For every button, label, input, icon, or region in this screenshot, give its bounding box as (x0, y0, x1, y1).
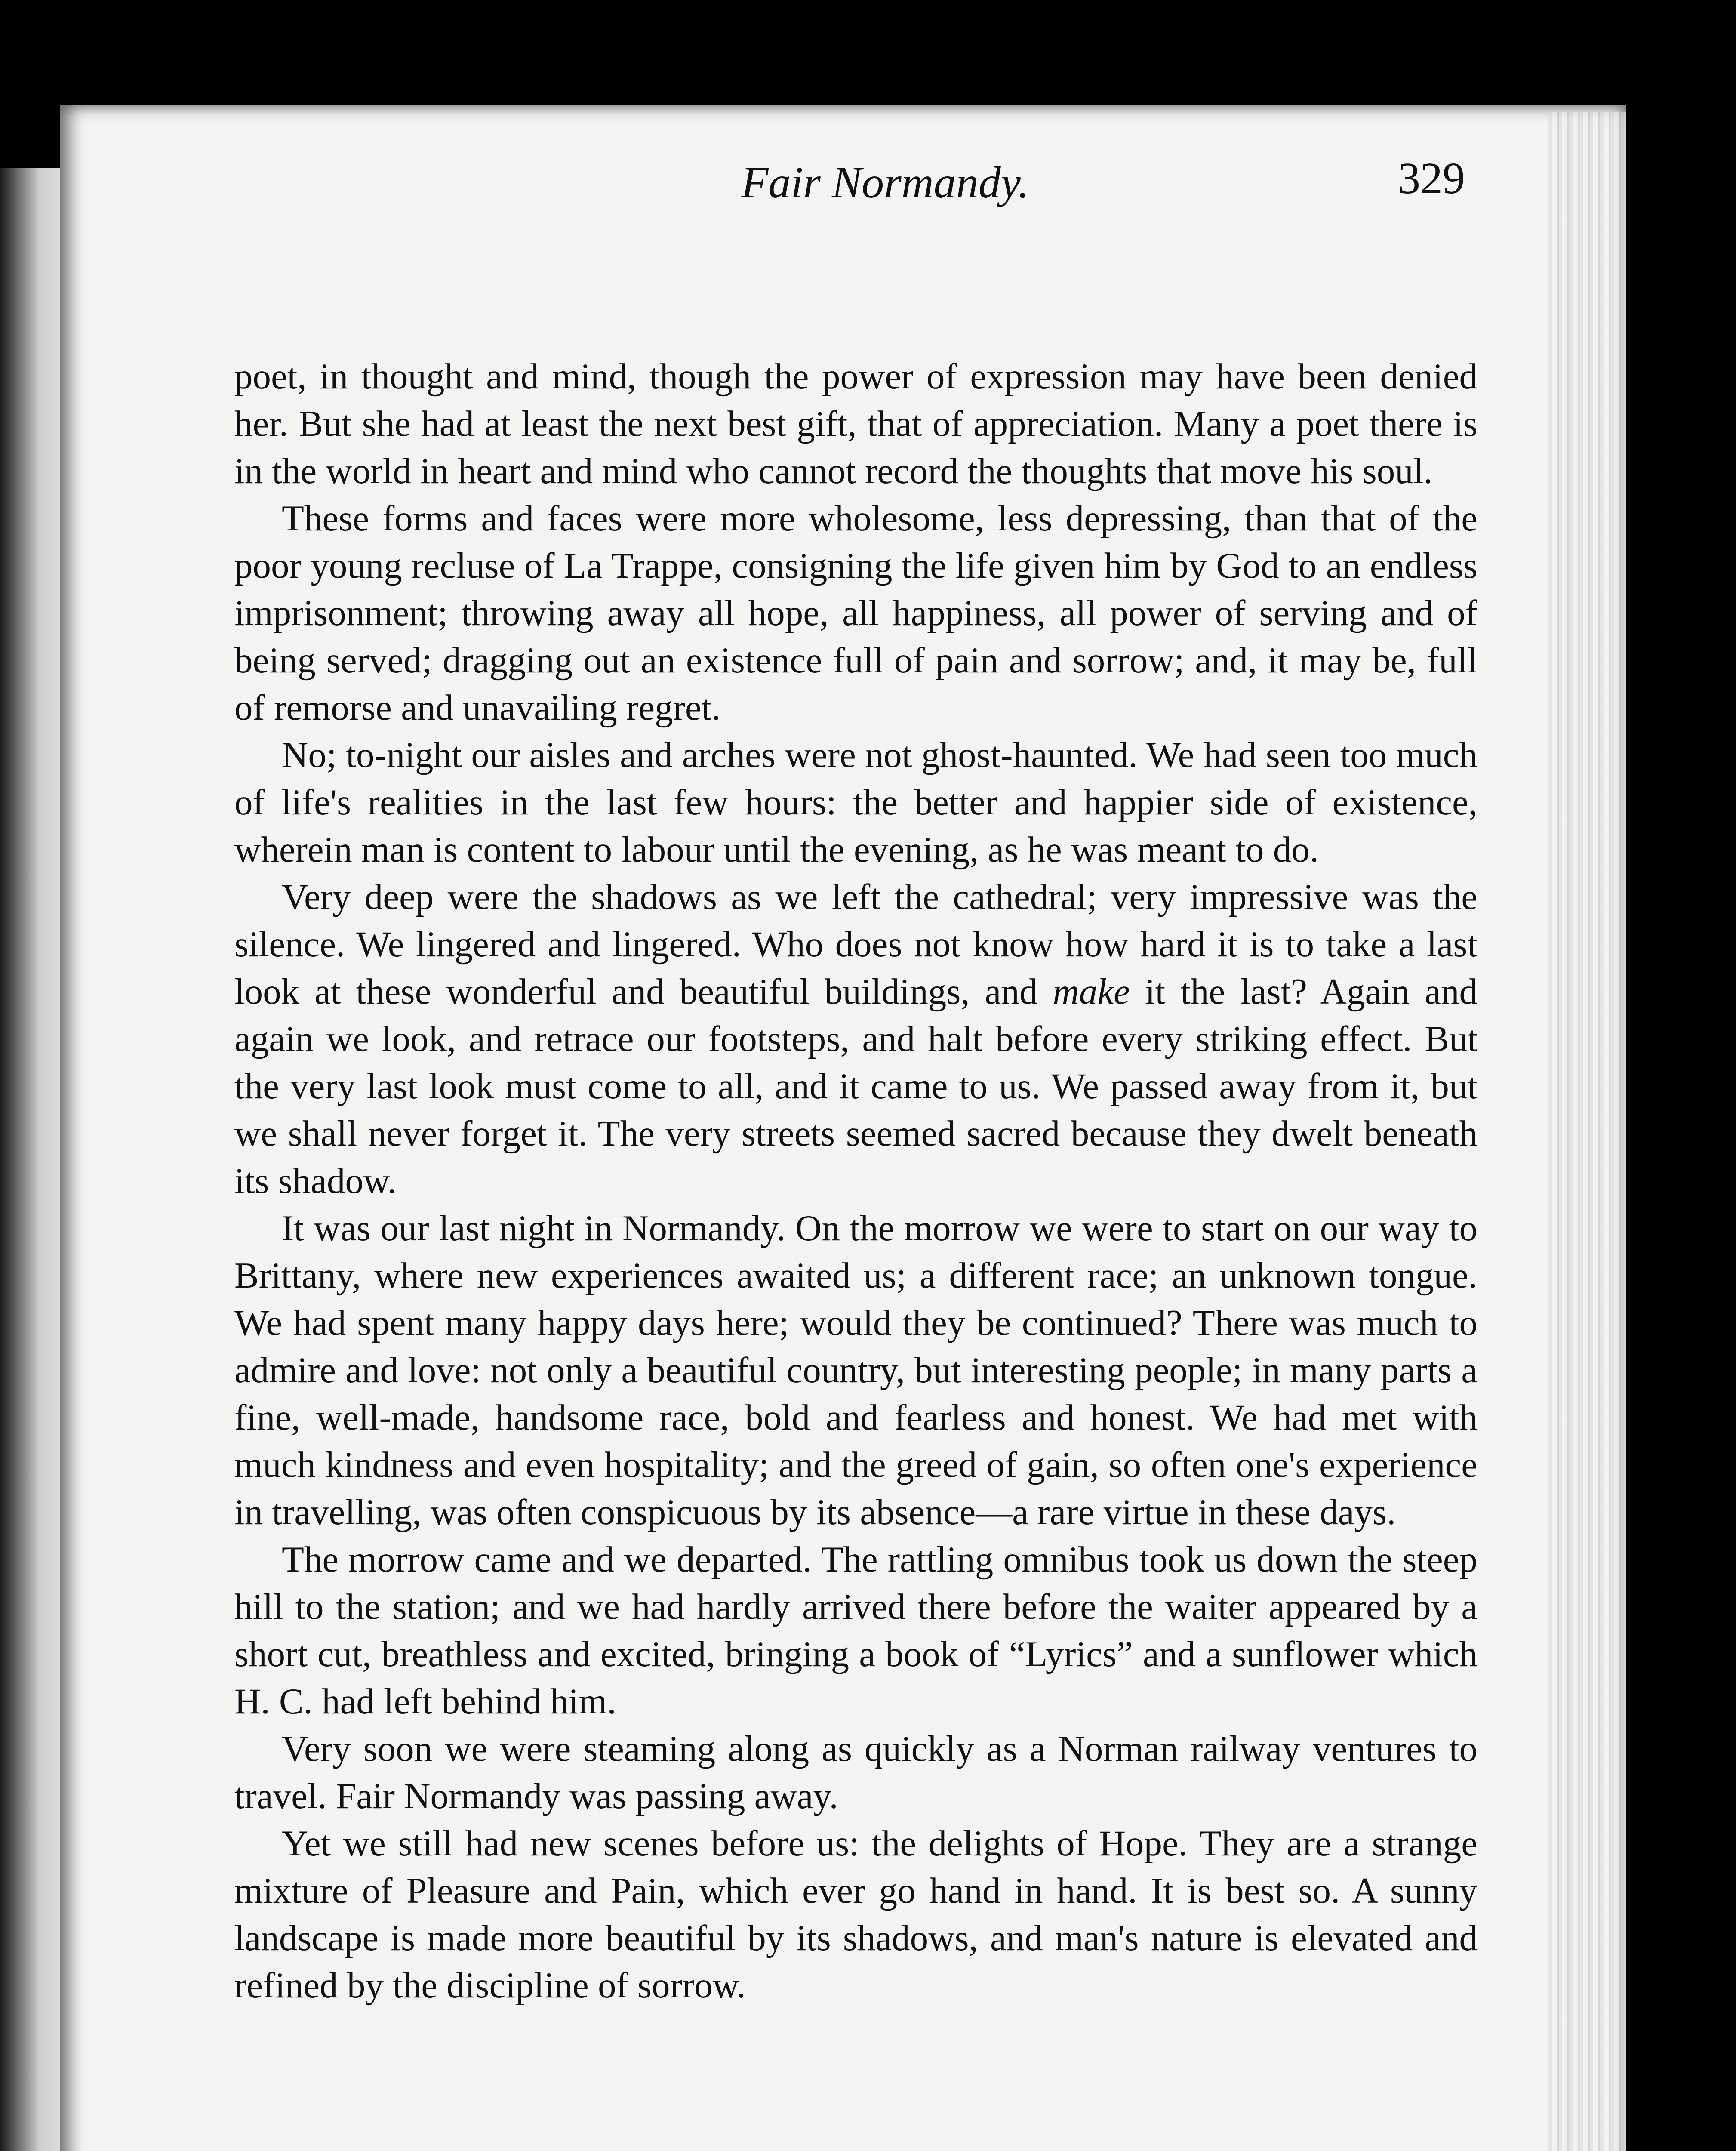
paragraph: No; to-night our aisles and arches were not ghost-haunted. We had seen too much of life's realities in the last few hours: the better and happier side of existence, wherein man is content to labour until the evening, as he was meant to do. (234, 735, 1477, 870)
paragraph-text: Very deep were the shadows as we left the cathedral; very impressive was the silence. We lingered and lingered. Who does not know how hard it is to take a last look at these wonderful and beautiful buildings, and (234, 877, 1477, 1012)
italic-emphasis: make (1053, 971, 1130, 1012)
paragraph: These forms and faces were more wholesome, less depressing, than that of the poor young recluse of La Trappe, consigning the life given him by God to an endless imprisonment; throwing away all hope, all happiness, all power of serving and of being served; dragging out an existence full of pain and sorrow; and, it may be, full of remorse and unavailing regret. (234, 498, 1477, 728)
paragraph: Yet we still had new scenes before us: the delights of Hope. They are a strange mixture of Pleasure and Pain, which ever go hand in hand. It is best so. A sunny landscape is made more beautiful by its shadows, and man's nature is elevated and refined by the discipline of sorrow. (234, 1823, 1477, 2006)
running-title: Fair Normandy. (741, 158, 1030, 207)
body-text (234, 353, 1477, 2009)
page-stack-edge (1548, 112, 1626, 2151)
paragraph (234, 873, 1477, 1205)
paragraph: The morrow came and we departed. The rattling omnibus took us down the steep hill to the station; and we had hardly arrived there before the waiter appeared by a short cut, breathless and excited, bringing a book of “Lyrics” and a sunflower which H. C. had left behind him. (234, 1539, 1477, 1722)
page-number: 329 (1398, 154, 1465, 203)
paragraph: Very soon we were steaming along as quickly as a Norman railway ventures to travel. Fair Normandy was passing away. (234, 1729, 1477, 1816)
paragraph: It was our last night in Normandy. On the morrow we were to start on our way to Brittany, where new experiences awaited us; a different race; an unknown tongue. We had spent many happy days here; would they be continued? There was much to admire and love: not only a beautiful country, but interesting people; in many parts a fine, well-made, handsome race, bold and fearless and honest. We had met with much kindness and even hospitality; and the greed of gain, so often one's experience in travelling, was often conspicuous by its absence—a rare virtue in these days. (234, 1208, 1477, 1532)
paragraph: poet, in thought and mind, though the power of expression may have been denied her. But she had at least the next best gift, that of appreciation. Many a poet there is in the world in heart and mind who cannot record the thoughts that move his soul. (234, 356, 1477, 491)
paragraph-text: it the last? Again and again we look, and retrace our footsteps, and halt before every striking effect. But the very last look must come to all, and it came to us. We passed away from it, but we shall never forget it. The very streets seemed sacred because they dwelt beneath its shadow. (234, 971, 1478, 1201)
